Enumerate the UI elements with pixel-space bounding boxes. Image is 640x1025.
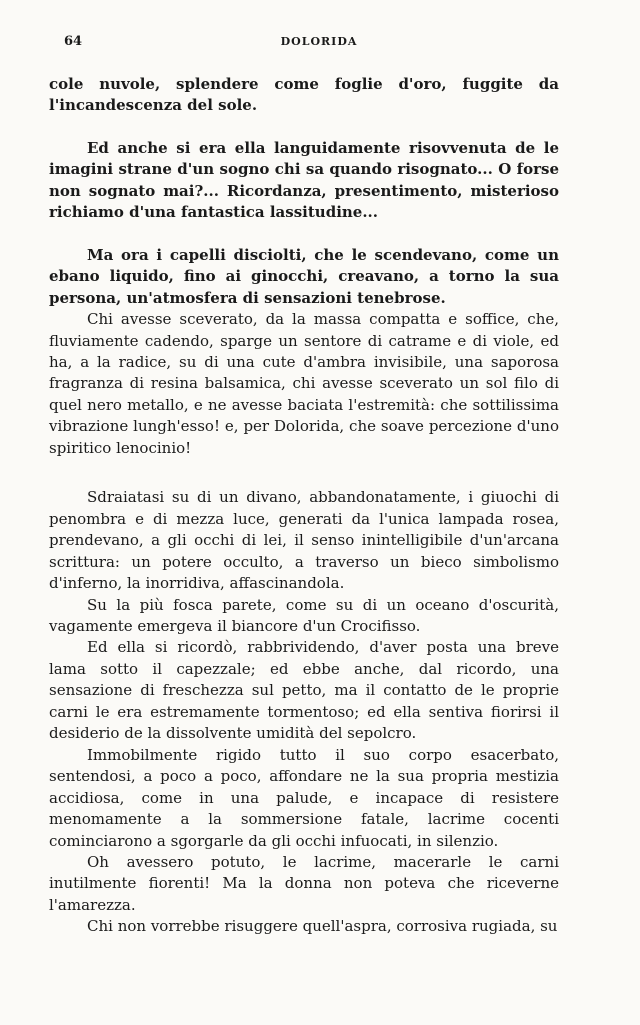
paragraph: Ma ora i capelli disciolti, che le scendevano, come un ebano liquido, fino ai ginocchi, creavano, a torno la sua persona, un'atmosfera di sensazioni tenebrose. — [49, 245, 559, 307]
paragraph: Immobilmente rigido tutto il suo corpo esacerbato, sentendosi, a poco a poco, affondare ne la sua propria mestizia accidiosa, come in una palude, e incapace di resistere menomamente a la sommersione fatale, lacrime cocenti cominciarono a sgorgarle da gli occhi infuocati, in silenzio. — [49, 745, 559, 850]
paragraph: Ed anche si era ella languidamente risovvenuta de le imagini strane d'un sogno chi sa quando risognato... O forse non sognato mai?... Ricordanza, presentimento, misterioso richiamo d'una fantastica lassitudine... — [49, 138, 559, 222]
body-text — [49, 74, 559, 938]
paragraph: Oh avessero potuto, le lacrime, macerarle le carni inutilmente fiorenti! Ma la donna non poteva che riceverne l'amarezza. — [49, 852, 559, 914]
running-head — [64, 33, 574, 51]
paragraph: Ed ella si ricordò, rabbrividendo, d'aver posta una breve lama sotto il capezzale; ed ebbe anche, dal ricordo, una sensazione di freschezza sul petto, ma il contatto de le proprie carni le era estremamente tormentoso; ed ella sentiva fiorirsi il desiderio de la dissolvente umidità del sepolcro. — [49, 638, 559, 743]
page-number: 64 — [64, 34, 83, 49]
paragraph: Su la più fosca parete, come su di un oceano d'oscurità, vagamente emergeva il biancore d'un Crocifisso. — [49, 595, 559, 635]
running-title: DOLORIDA — [280, 35, 358, 48]
paragraph: Chi avesse sceverato, da la massa compatta e soffice, che, fluviamente cadendo, sparge un sentore di catrame e di viole, ed ha, a la radice, su di una cute d'ambra invisibile, una saporosa fragranza di resina balsamica, chi avesse sceverato un sol filo di quel nero metallo, e ne avesse baciata l'estremità: che sottilissima vibrazione lungh'esso! e, per Dolorida, che soave percezione d'uno spiritico lenocinio! — [49, 310, 559, 457]
paragraph: Chi non vorrebbe risuggere quell'aspra, corrosiva rugiada, su — [87, 917, 558, 936]
paragraph: Sdraiatasi su di un divano, abbandonatamente, i giuochi di penombra e di mezza luce, generati da l'unica lampada rosea, prendevano, a gli occhi di lei, il senso inintelligibile d'un'arcana scrittura: un potere occulto, a traverso un bieco simbolismo d'inferno, la inorridiva, affascinandola. — [49, 488, 559, 593]
paragraph: cole nuvole, splendere come foglie d'oro, fuggite da l'incandescenza del sole. — [49, 75, 559, 115]
